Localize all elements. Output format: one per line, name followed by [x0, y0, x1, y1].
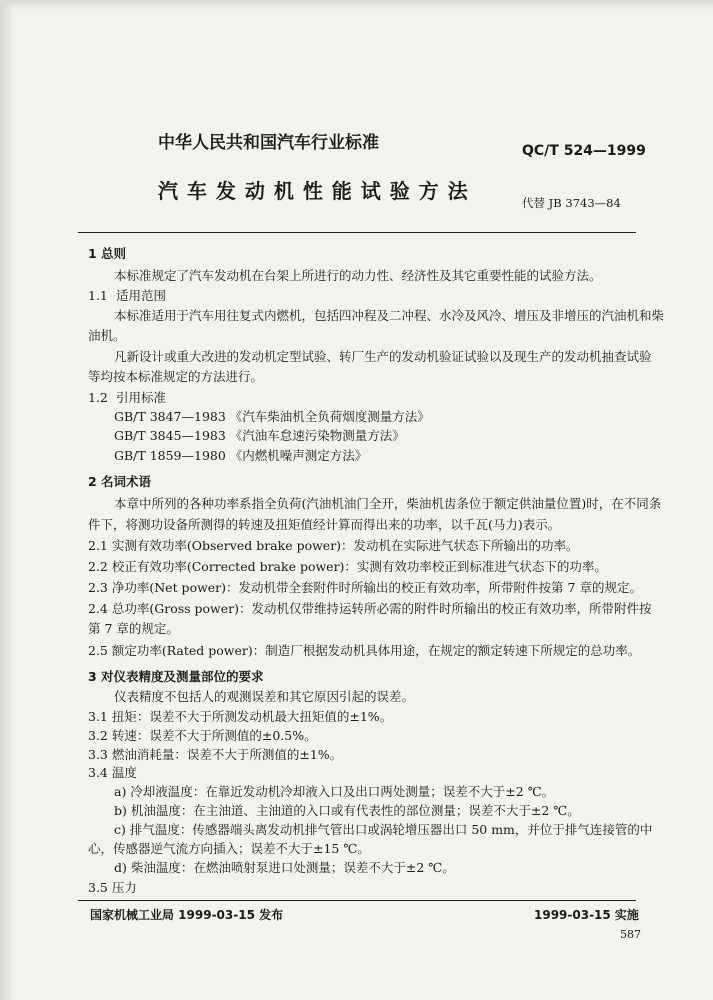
requirement-3-5: 3.5 压力	[88, 879, 137, 895]
reference-item: GB/T 3845—1983 《汽油车怠速污染物测量方法》	[114, 428, 405, 444]
section-1-1-text-2-cont: 等均按本标准规定的方法进行。	[88, 369, 264, 385]
header-rule	[78, 232, 636, 233]
section-2-text: 本章中所列的各种功率系指全负荷(汽油机油门全开，柴油机齿条位于额定供油量位置)时，在不同条	[114, 495, 662, 511]
requirement-3-3: 3.3 燃油消耗量：误差不大于所测值的±1%。	[88, 746, 343, 762]
page-number: 587	[620, 928, 641, 941]
definition-2-4: 2.4 总功率(Gross power)：发动机仅带维持运转所必需的附件时所输出的校正有效功率，所带附件按	[88, 600, 652, 616]
section-1-heading: 1 总则	[88, 245, 127, 261]
reference-item: GB/T 3847—1983 《汽车柴油机全负荷烟度测量方法》	[114, 409, 430, 425]
section-3-text: 仪表精度不包括人的观测误差和其它原因引起的误差。	[114, 688, 415, 704]
section-1-1-text-2: 凡新设计或重大改进的发动机定型试验、转厂生产的发动机验证试验以及现生产的发动机抽查试验	[114, 349, 652, 365]
replaces-note: 代替 JB 3743—84	[522, 196, 621, 210]
section-1-1-text: 本标准适用于汽车用往复式内燃机，包括四冲程及二冲程、水冷及风冷、增压及非增压的汽油机和柴	[114, 308, 665, 324]
scan-shadow-top	[0, 0, 713, 10]
section-1-1-number: 1.1	[88, 288, 108, 304]
section-1-1-title: 适用范围	[116, 288, 167, 304]
section-2-text-cont: 件下，将测功设备所测得的转速及扭矩值经计算而得出来的功率，以千瓦(马力)表示。	[88, 516, 561, 532]
definition-2-5: 2.5 额定功率(Rated power)：制造厂根据发动机具体用途，在规定的额定转速下所规定的总功率。	[88, 642, 641, 658]
temperature-item-a: a) 冷却液温度：在靠近发动机冷却液入口及出口两处测量；误差不大于±2 ℃。	[114, 784, 555, 799]
definition-2-2: 2.2 校正有效功率(Corrected brake power)：实测有效功率校正到标准进气状态下的功率。	[88, 559, 607, 575]
standard-number: QC/T 524—1999	[522, 143, 646, 159]
requirement-3-4: 3.4 温度	[88, 765, 137, 780]
section-1-2-number: 1.2	[88, 390, 108, 405]
section-3-heading: 3 对仪表精度及测量部位的要求	[88, 668, 264, 684]
definition-2-4-cont: 第 7 章的规定。	[88, 620, 179, 636]
temperature-item-d: d) 柴油温度：在燃油喷射泵进口处测量；误差不大于±2 ℃。	[114, 860, 455, 876]
effective-date: 1999-03-15 实施	[534, 908, 639, 922]
section-1-1-text-cont: 油机。	[88, 328, 126, 344]
temperature-item-c-cont: 心，传感器逆气流方向插入；误差不大于±15 ℃。	[88, 841, 370, 857]
reference-item: GB/T 1859—1980 《内燃机噪声测定方法》	[114, 448, 368, 464]
requirement-3-2: 3.2 转速：误差不大于所测值的±0.5%。	[88, 727, 317, 743]
definition-2-1: 2.1 实测有效功率(Observed brake power)：发动机在实际进气状态下所输出的功率。	[88, 538, 579, 554]
section-1-text: 本标准规定了汽车发动机在台架上所进行的动力性、经济性及其它重要性能的试验方法。	[114, 267, 602, 283]
document-title: 汽 车 发 动 机 性 能 试 验 方 法	[158, 179, 469, 203]
section-2-heading: 2 名词术语	[88, 474, 152, 490]
requirement-3-1: 3.1 扭矩：误差不大于所测发动机最大扭矩值的±1%。	[88, 708, 393, 724]
section-1-2-title: 引用标准	[116, 390, 167, 405]
org-title: 中华人民共和国汽车行业标准	[158, 133, 379, 153]
temperature-item-c: c) 排气温度：传感器端头离发动机排气管出口或涡轮增压器出口 50 mm，并位于排气连接管的中	[114, 822, 653, 838]
temperature-item-b: b) 机油温度：在主油道、主油道的入口或有代表性的部位测量；误差不大于±2 ℃。	[114, 803, 580, 819]
issuer-line: 国家机械工业局 1999-03-15 发布	[90, 908, 284, 922]
definition-2-3: 2.3 净功率(Net power)：发动机带全套附件时所输出的校正有效功率，所带附件按第 7 章的规定。	[88, 580, 642, 596]
scan-shadow-left	[0, 0, 14, 1000]
footer-rule	[78, 900, 636, 901]
